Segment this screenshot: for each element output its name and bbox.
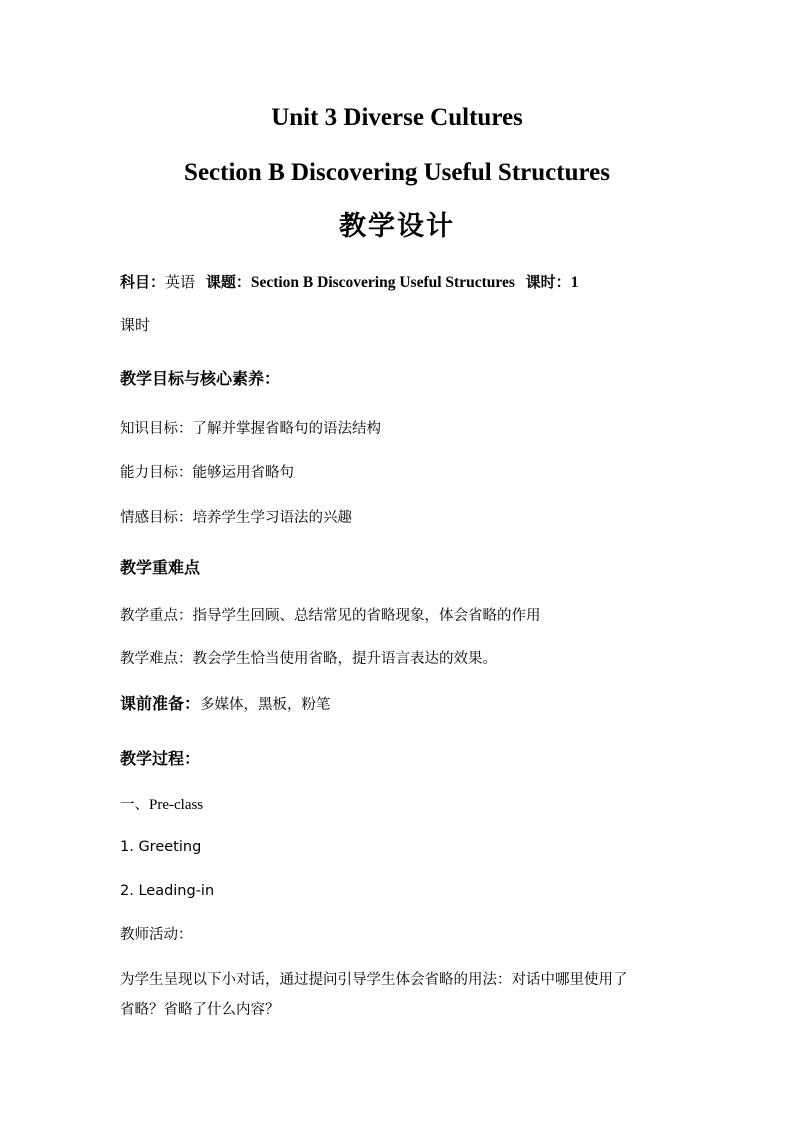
ability-objective: 能力目标：能够运用省略句 [120,465,294,481]
subject-value: 英语 [165,273,196,291]
step-leading-in: 2. Leading-in [120,883,215,899]
teaching-focus: 教学重点：指导学生回顾、总结常见的省略现象，体会省略的作用 [120,608,541,624]
preparation-label: 课前准备： [120,694,201,713]
part-one-title [120,795,680,815]
part-one-name: Pre-class [149,797,204,813]
emotion-objective: 情感目标：培养学生学习语法的兴趣 [120,510,352,526]
section-title: Section B Discovering Useful Structures [184,159,610,186]
knowledge-objective: 知识目标：了解并掌握省略句的语法结构 [120,421,381,437]
doc-type-title: 教学设计 [339,211,455,242]
teaching-difficulty: 教学难点：教会学生恰当使用省略，提升语言表达的效果。 [120,651,497,667]
step-greeting: 1. Greeting [120,839,202,855]
subject-label: 科目： [120,273,166,291]
topic-label: 课题： [205,273,251,291]
hours-label: 课时： [525,273,571,291]
topic-value: Section B Discovering Useful Structures [250,274,515,291]
hours-value: 1 [570,274,579,291]
activity-text-line-2: 省略？省略了什么内容？ [120,1002,280,1018]
key-points-heading: 教学重难点 [120,558,201,577]
hours-unit: 课时 [120,316,151,334]
activity-text-line-1: 为学生呈现以下小对话，通过提问引导学生体会省略的用法：对话中哪里使用了 [120,972,628,988]
preparation-line [120,694,680,715]
preparation-value: 多媒体，黑板，粉笔 [200,697,331,713]
part-one-prefix: 一、 [120,797,149,813]
teacher-activity-label: 教师活动： [120,927,193,943]
objectives-heading: 教学目标与核心素养： [120,369,281,388]
course-info-line [120,272,680,293]
process-heading: 教学过程： [120,749,201,768]
unit-title: Unit 3 Diverse Cultures [271,104,523,131]
